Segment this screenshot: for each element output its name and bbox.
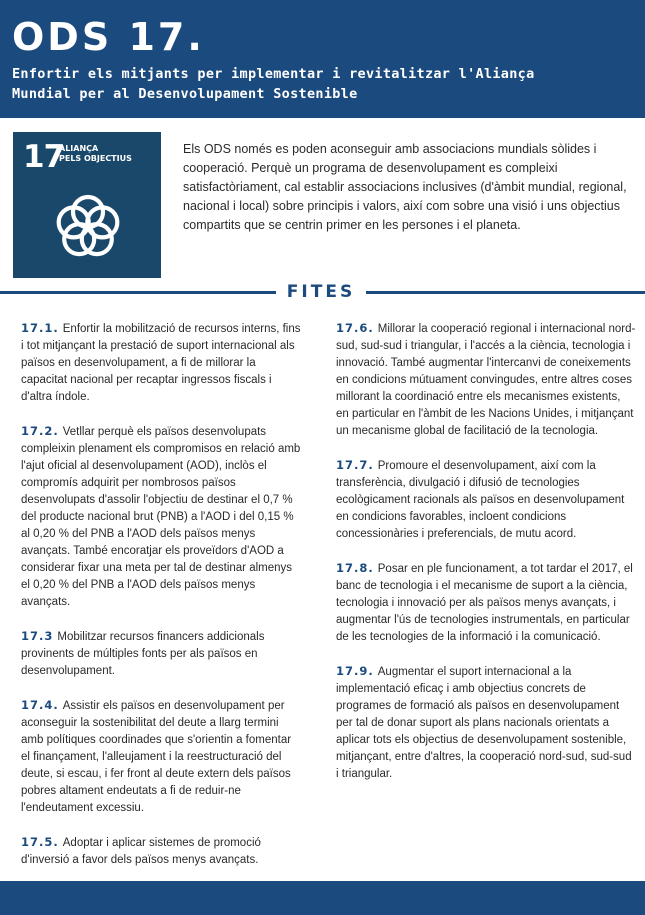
target-text: Augmentar el suport internacional a la implementació eficaç i amb objectius concrets de programes de formació als països en desenvolupament per tal de donar suport als plans nacionals orientats a aplicar tots els objectius de desenvolupament sostenible, mitjançant, entre d'altres, la cooperació nord-sud, sud-sud i triangular. xyxy=(336,666,632,780)
badge-label-line-2: PELS OBJECTIUS xyxy=(59,154,132,163)
badge-number: 17 xyxy=(23,139,65,175)
intro-paragraph: Els ODS només es poden aconseguir amb associacions mundials sòlides i cooperació. Perquè un programa de desenvolupament es compleixi satisfactòriament, cal establir associacions inclusives (d'àmbit mundial, regional, nacional i local) sobre principis i valors, així com sobre una visió i uns objectius compartits que se centrin primer en les persones i el planeta. xyxy=(183,142,627,232)
target-text: Posar en ple funcionament, a tot tardar el 2017, el banc de tecnologia i el mecanisme de suport a la ciència, tecnologia i innovació per als països menys avançats, i augmentar l'ús de tecnologies instrumentals, en particular de les tecnologies de la informació i la comunicació. xyxy=(336,563,633,643)
target-17-6 xyxy=(336,320,636,440)
target-number: 17.5. xyxy=(21,835,59,849)
targets-column-left xyxy=(21,320,303,886)
target-17-9 xyxy=(336,663,636,783)
target-number: 17.7. xyxy=(336,458,374,472)
target-text: Adoptar i aplicar sistemes de promoció d'inversió a favor dels països menys avançats. xyxy=(21,837,261,866)
target-17-3 xyxy=(21,628,303,680)
target-number: 17.8. xyxy=(336,561,374,575)
target-17-8 xyxy=(336,560,636,646)
section-divider xyxy=(0,282,645,302)
target-text: Mobilitzar recursos financers addicionals provinents de múltiples fonts per als països en desenvolupament. xyxy=(21,631,265,677)
target-text: Vetllar perquè els països desenvolupats compleixin plenament els compromisos en relació amb l'ajut oficial al desenvolupament (AOD), inclòs el compromís adquirit per nombrosos països desenvolupats d'assolir l'objectiu de destinar el 0,7 % del producte nacional brut (PNB) a l'AOD i del 0,15 % al 0,20 % del PNB a l'AOD dels països menys avançats. També encoratjar els proveïdors d'AOD a considerar fixar una meta per tal de destinar almenys el 0,20 % del PNB a l'AOD dels països menys avançats. xyxy=(21,426,301,608)
target-number: 17.3 xyxy=(21,629,54,643)
section-title: FITES xyxy=(286,282,356,302)
target-number: 17.2. xyxy=(21,424,59,438)
target-17-5 xyxy=(21,834,303,869)
subtitle-line-1: Enfortir els mitjants per implementar i revitalitzar l'Aliança xyxy=(12,66,535,82)
target-number: 17.1. xyxy=(21,321,59,335)
badge-label xyxy=(59,144,149,164)
target-text: Assistir els països en desenvolupament per aconseguir la sostenibilitat del deute a llarg termini amb polítiques coordinades que s'orientin a fomentar el finançament, l'alleujament i la reestructuració del deute, si escau, i fer front al deute extern dels països pobres altament endeutats a fi de reduir-ne l'endeutament excessiu. xyxy=(21,700,292,814)
target-text: Millorar la cooperació regional i internacional nord-sud, sud-sud i triangular, i l'accés a la ciència, tecnologia i innovació. També augmentar l'intercanvi de coneixements en condicions mútuament convingudes, entre altres coses millorant la coordinació entre els mecanismes existents, en particular en l'àmbit de les Nacions Unides, i mitjançant un mecanisme global de facilitació de la tecnologia. xyxy=(336,323,636,437)
target-number: 17.9. xyxy=(336,664,374,678)
target-number: 17.4. xyxy=(21,698,59,712)
target-17-2 xyxy=(21,423,303,611)
divider-line-right xyxy=(366,291,645,294)
five-rings-flower-icon xyxy=(49,188,127,266)
page-title: ODS 17. xyxy=(12,15,205,59)
divider-line-left xyxy=(0,291,276,294)
targets-column-right xyxy=(336,320,636,800)
target-17-1 xyxy=(21,320,303,406)
page-subtitle xyxy=(12,64,633,104)
target-number: 17.6. xyxy=(336,321,374,335)
target-text: Enfortir la mobilització de recursos interns, fins i tot mitjançant la prestació de suport internacional als països en desenvolupament, a fi de millorar la capacitat nacional per recaptar ingressos fiscals i d'altra índole. xyxy=(21,323,301,403)
footer-bar xyxy=(0,881,645,915)
target-text: Promoure el desenvolupament, així com la transferència, divulgació i difusió de tecnologies ecològicament racionals als països en desenvolupament en condicions favorables, incloent condicions concessionàries i preferencials, de mutu acord. xyxy=(336,460,625,540)
target-17-4 xyxy=(21,697,303,817)
header-banner xyxy=(0,0,645,118)
target-17-7 xyxy=(336,457,636,543)
badge-label-line-1: ALIANÇA xyxy=(59,144,99,153)
subtitle-line-2: Mundial per al Desenvolupament Sostenible xyxy=(12,86,358,102)
sdg-17-badge xyxy=(13,132,161,278)
